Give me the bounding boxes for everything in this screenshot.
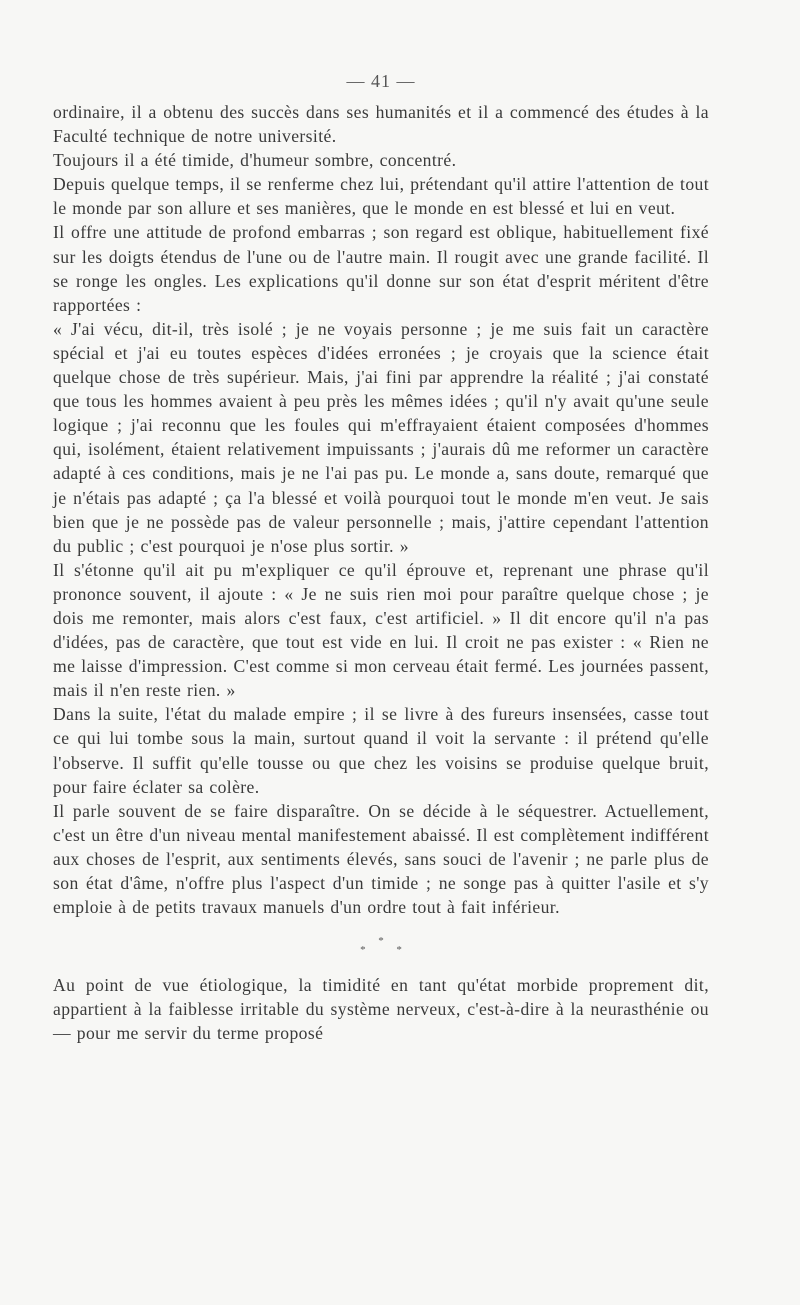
paragraph: Toujours il a été timide, d'humeur sombre, concentré. xyxy=(53,150,457,171)
page-number: — 41 — xyxy=(346,71,416,91)
asterism-top: * xyxy=(378,935,384,948)
paragraph: Il s'étonne qu'il ait pu m'expliquer ce qu'il éprouve et, reprenant une phrase qu'il prononce souvent, il ajoute : « Je ne suis rien moi pour paraître quelque chose ; je dois me remonter, mais alors c'est faux, c'est artificiel. » Il dit encore qu'il n'a pas d'idées, pas de caractère, que tout est vide en lui. Il croit ne pas exister : « Rien ne me laisse d'impression. C'est comme si mon cerveau était fermé. Les journées passent, mais il n'en reste rien. » xyxy=(53,559,709,701)
paragraph: ordinaire, il a obtenu des succès dans ses humanités et il a commencé des études à la Faculté technique de notre université. xyxy=(53,102,709,147)
closing-text xyxy=(53,973,709,1045)
book-page xyxy=(53,62,709,1045)
main-text xyxy=(53,100,709,919)
quoted-paragraph: « J'ai vécu, dit-il, très isolé ; je ne voyais personne ; je me suis fait un caractère spécial et j'ai eu toutes espèces d'idées erronées ; je croyais que la science était quelque chose de très supérieur. Mais, j'ai fini par apprendre la réalité ; j'ai constaté que tous les hommes avaient à peu près les mêmes idées ; qu'il n'y avait qu'une seule logique ; j'ai reconnu que les foules qui m'effrayaient étaient composées d'hommes qui, isolément, étaient relativement impuissants ; j'aurais dû me reformer un caractère adapté à ces conditions, mais je ne l'ai pas pu. Le monde a, sans doute, remarqué que je n'étais pas adapté ; ça l'a blessé et voilà pourquoi tout le monde m'en veut. Je sais bien que je ne possède pas de valeur personnelle ; mais, j'attire cependant l'attention du public ; c'est pourquoi je n'ose plus sortir. » xyxy=(53,318,709,556)
paragraph: Dans la suite, l'état du malade empire ; il se livre à des fureurs insensées, casse tout ce qui lui tombe sous la main, surtout quand il voit la servante : il prétend qu'elle l'observe. Il suffit qu'elle tousse ou que chez les voisins se produise quelque bruit, pour faire éclater sa colère. xyxy=(53,704,709,797)
asterism-bottom: * * xyxy=(360,944,416,957)
paragraph: Il parle souvent de se faire disparaître. On se décide à le séquestrer. Actuellement, c'est un être d'un niveau mental manifestement abaissé. Il est complètement indifférent aux choses de l'esprit, aux sentiments élevés, sans souci de l'avenir ; ne parle plus de son état d'âme, n'offre plus l'aspect d'un timide ; ne songe pas à quitter l'asile et s'y emploie à de petits travaux manuels d'un ordre tout à fait inférieur. xyxy=(53,800,709,918)
paragraph: Il offre une attitude de profond embarras ; son regard est oblique, habituellement fixé sur les doigts étendus de l'une ou de l'autre main. Il rougit avec une grande facilité. Il se ronge les ongles. Les explications qu'il donne sur son état d'esprit méritent d'être rapportées : xyxy=(53,222,709,315)
paragraph: Depuis quelque temps, il se renferme chez lui, prétendant qu'il attire l'attention de tout le monde par son allure et ses manières, que le monde en est blessé et lui en veut. xyxy=(53,174,709,219)
paragraph: Au point de vue étiologique, la timidité en tant qu'état morbide proprement dit, appartient à la faiblesse irritable du système nerveux, c'est-à-dire à la neurasthénie ou — pour me servir du terme proposé xyxy=(53,975,709,1044)
asterism-separator xyxy=(53,937,709,955)
